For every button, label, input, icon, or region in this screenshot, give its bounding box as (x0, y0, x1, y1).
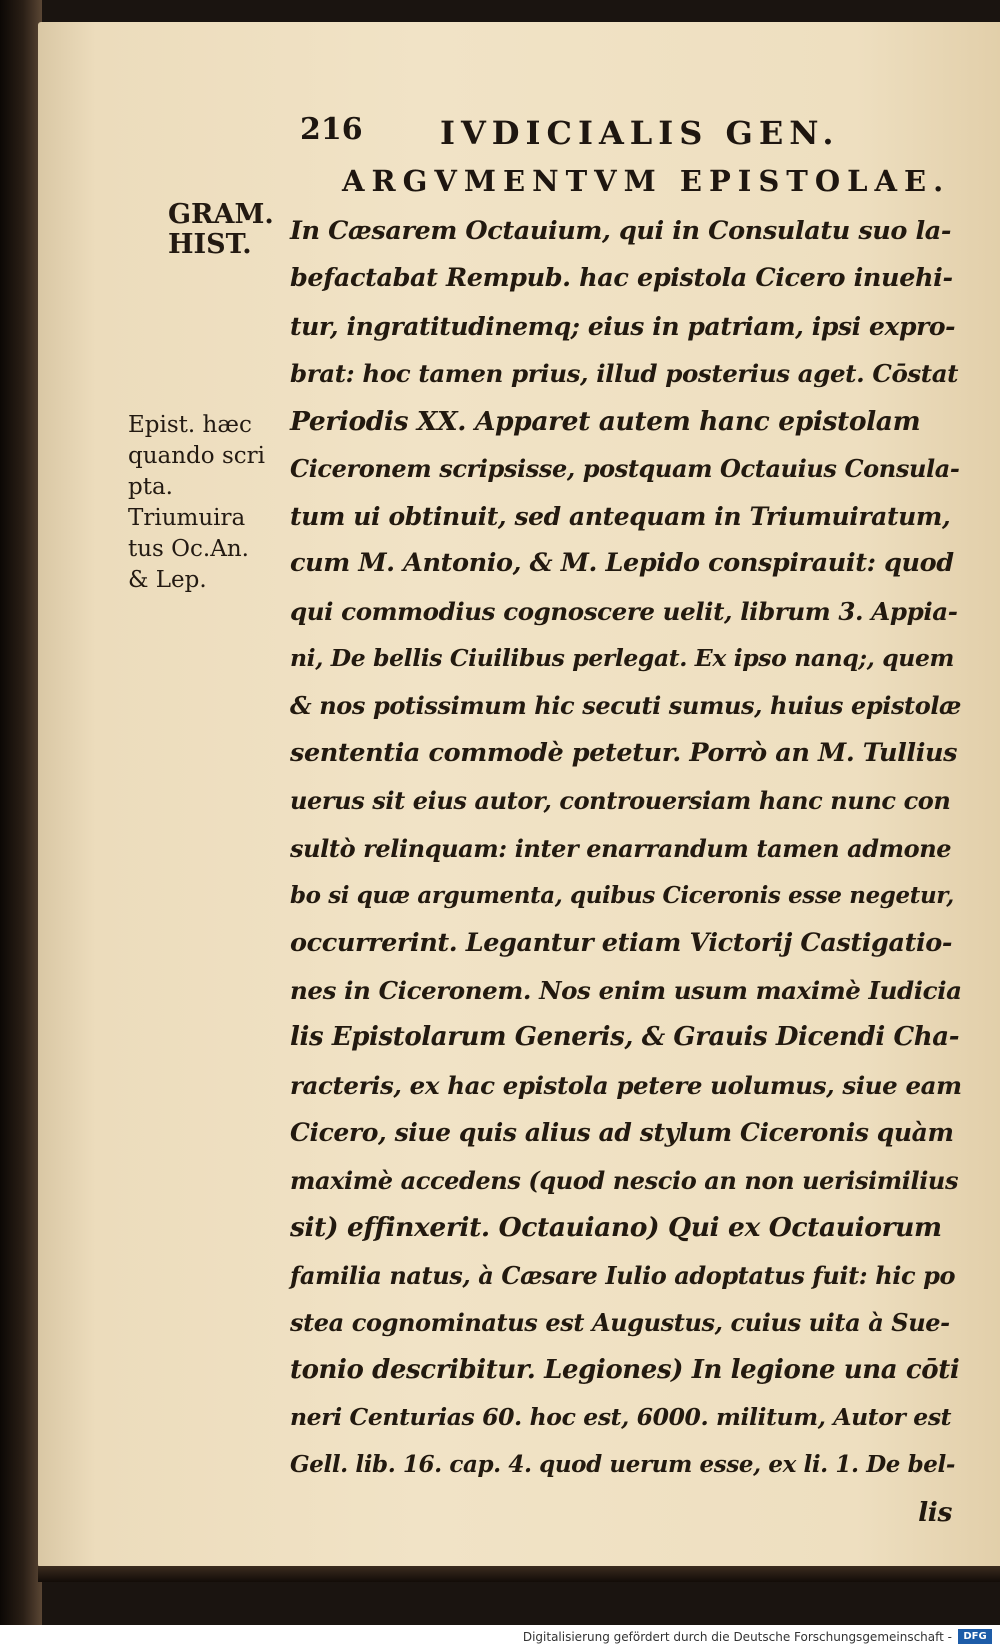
text-line: sententia commodè petetur. Porrò an M. Tullius (290, 737, 958, 768)
text-line: & nos potissimum hic secuti sumus, huius epistolæ (290, 691, 962, 721)
text-line: befactabat Rempub. hac epistola Cicero inuehi- (290, 263, 953, 294)
margin-hist: HIST. (168, 229, 252, 260)
text-line: stea cognominatus est Augustus, cuius uita à Sue- (290, 1308, 950, 1338)
margin-gram-hist (168, 200, 274, 260)
funding-credit: Digitalisierung gefördert durch die Deutsche Forschungsgemeinschaft - (522, 1630, 952, 1644)
text-line: bo si quæ argumenta, quibus Ciceronis esse negetur, (290, 882, 954, 910)
text-line: sultò relinquam: inter enarrandum tamen admone (290, 833, 952, 863)
book-spine-edge (0, 0, 42, 1625)
text-line: racteris, ex hac epistola petere uolumus, siue eam (290, 1070, 962, 1100)
margin-gram: GRAM. (168, 199, 274, 230)
page-bottom-edge (38, 1566, 1000, 1582)
text-line: brat: hoc tamen prius, illud posterius aget. Cōstat (290, 359, 959, 389)
text-line: familia natus, à Cæsare Iulio adoptatus fuit: hic po (290, 1260, 956, 1290)
text-line: tum ui obtinuit, sed antequam in Triumuiratum, (290, 501, 951, 531)
text-line: qui commodius cognoscere uelit, librum 3. Appia- (290, 596, 958, 626)
text-line: uerus sit eius autor, controuersiam hanc nunc con (290, 786, 951, 816)
margin-note (128, 410, 265, 596)
argument-heading: ARGVMENTVM EPISTOLAE. (342, 164, 951, 198)
margin-note-line: quando scri (128, 443, 265, 469)
margin-note-line: & Lep. (128, 567, 207, 593)
running-title: IVDICIALIS GEN. (440, 114, 840, 152)
text-line: occurrerint. Legantur etiam Victorij Castigatio- (290, 927, 953, 958)
text-line: Gell. lib. 16. cap. 4. quod uerum esse, ex li. 1. De bel- (290, 1451, 955, 1479)
text-line: lis Epistolarum Generis, & Grauis Dicendi Cha- (290, 1022, 960, 1053)
text-line: neri Centurias 60. hoc est, 6000. militum, Autor est (290, 1402, 952, 1431)
text-line: sit) effinxerit. Octauiano) Qui ex Octauiorum (290, 1212, 942, 1244)
text-line: Ciceronem scripsisse, postquam Octauius Consula- (290, 454, 960, 484)
catchword: lis (918, 1496, 952, 1528)
margin-note-line: tus Oc.An. (128, 536, 249, 562)
text-line: maximè accedens (quod nescio an non uerisimilius (290, 1165, 959, 1195)
body-text (290, 208, 962, 1536)
dfg-logo: DFG (958, 1629, 992, 1644)
text-line: ni, De bellis Ciuilibus perlegat. Ex ipso nanq;, quem (290, 643, 954, 672)
margin-note-line: Epist. hæc (128, 412, 252, 438)
page-number: 216 (300, 112, 363, 147)
text-line: In Cæsarem Octauium, qui in Consulatu suo la- (290, 216, 952, 246)
footer-bar (0, 1625, 1000, 1649)
text-line: nes in Ciceronem. Nos enim usum maximè Iudicia (290, 976, 962, 1005)
page-header (300, 112, 860, 160)
margin-note-line: pta. (128, 474, 173, 500)
margin-note-line: Triumuira (128, 505, 246, 531)
text-line: tonio describitur. Legiones) In legione una cōti (290, 1354, 960, 1385)
text-line: cum M. Antonio, & M. Lepido conspirauit: quod (290, 548, 954, 579)
text-line: tur, ingratitudinemq; eius in patriam, ipsi expro- (290, 311, 956, 341)
text-line: Periodis XX. Apparet autem hanc epistolam (290, 405, 921, 437)
text-line: Cicero, siue quis alius ad stylum Ciceronis quàm (290, 1118, 954, 1148)
